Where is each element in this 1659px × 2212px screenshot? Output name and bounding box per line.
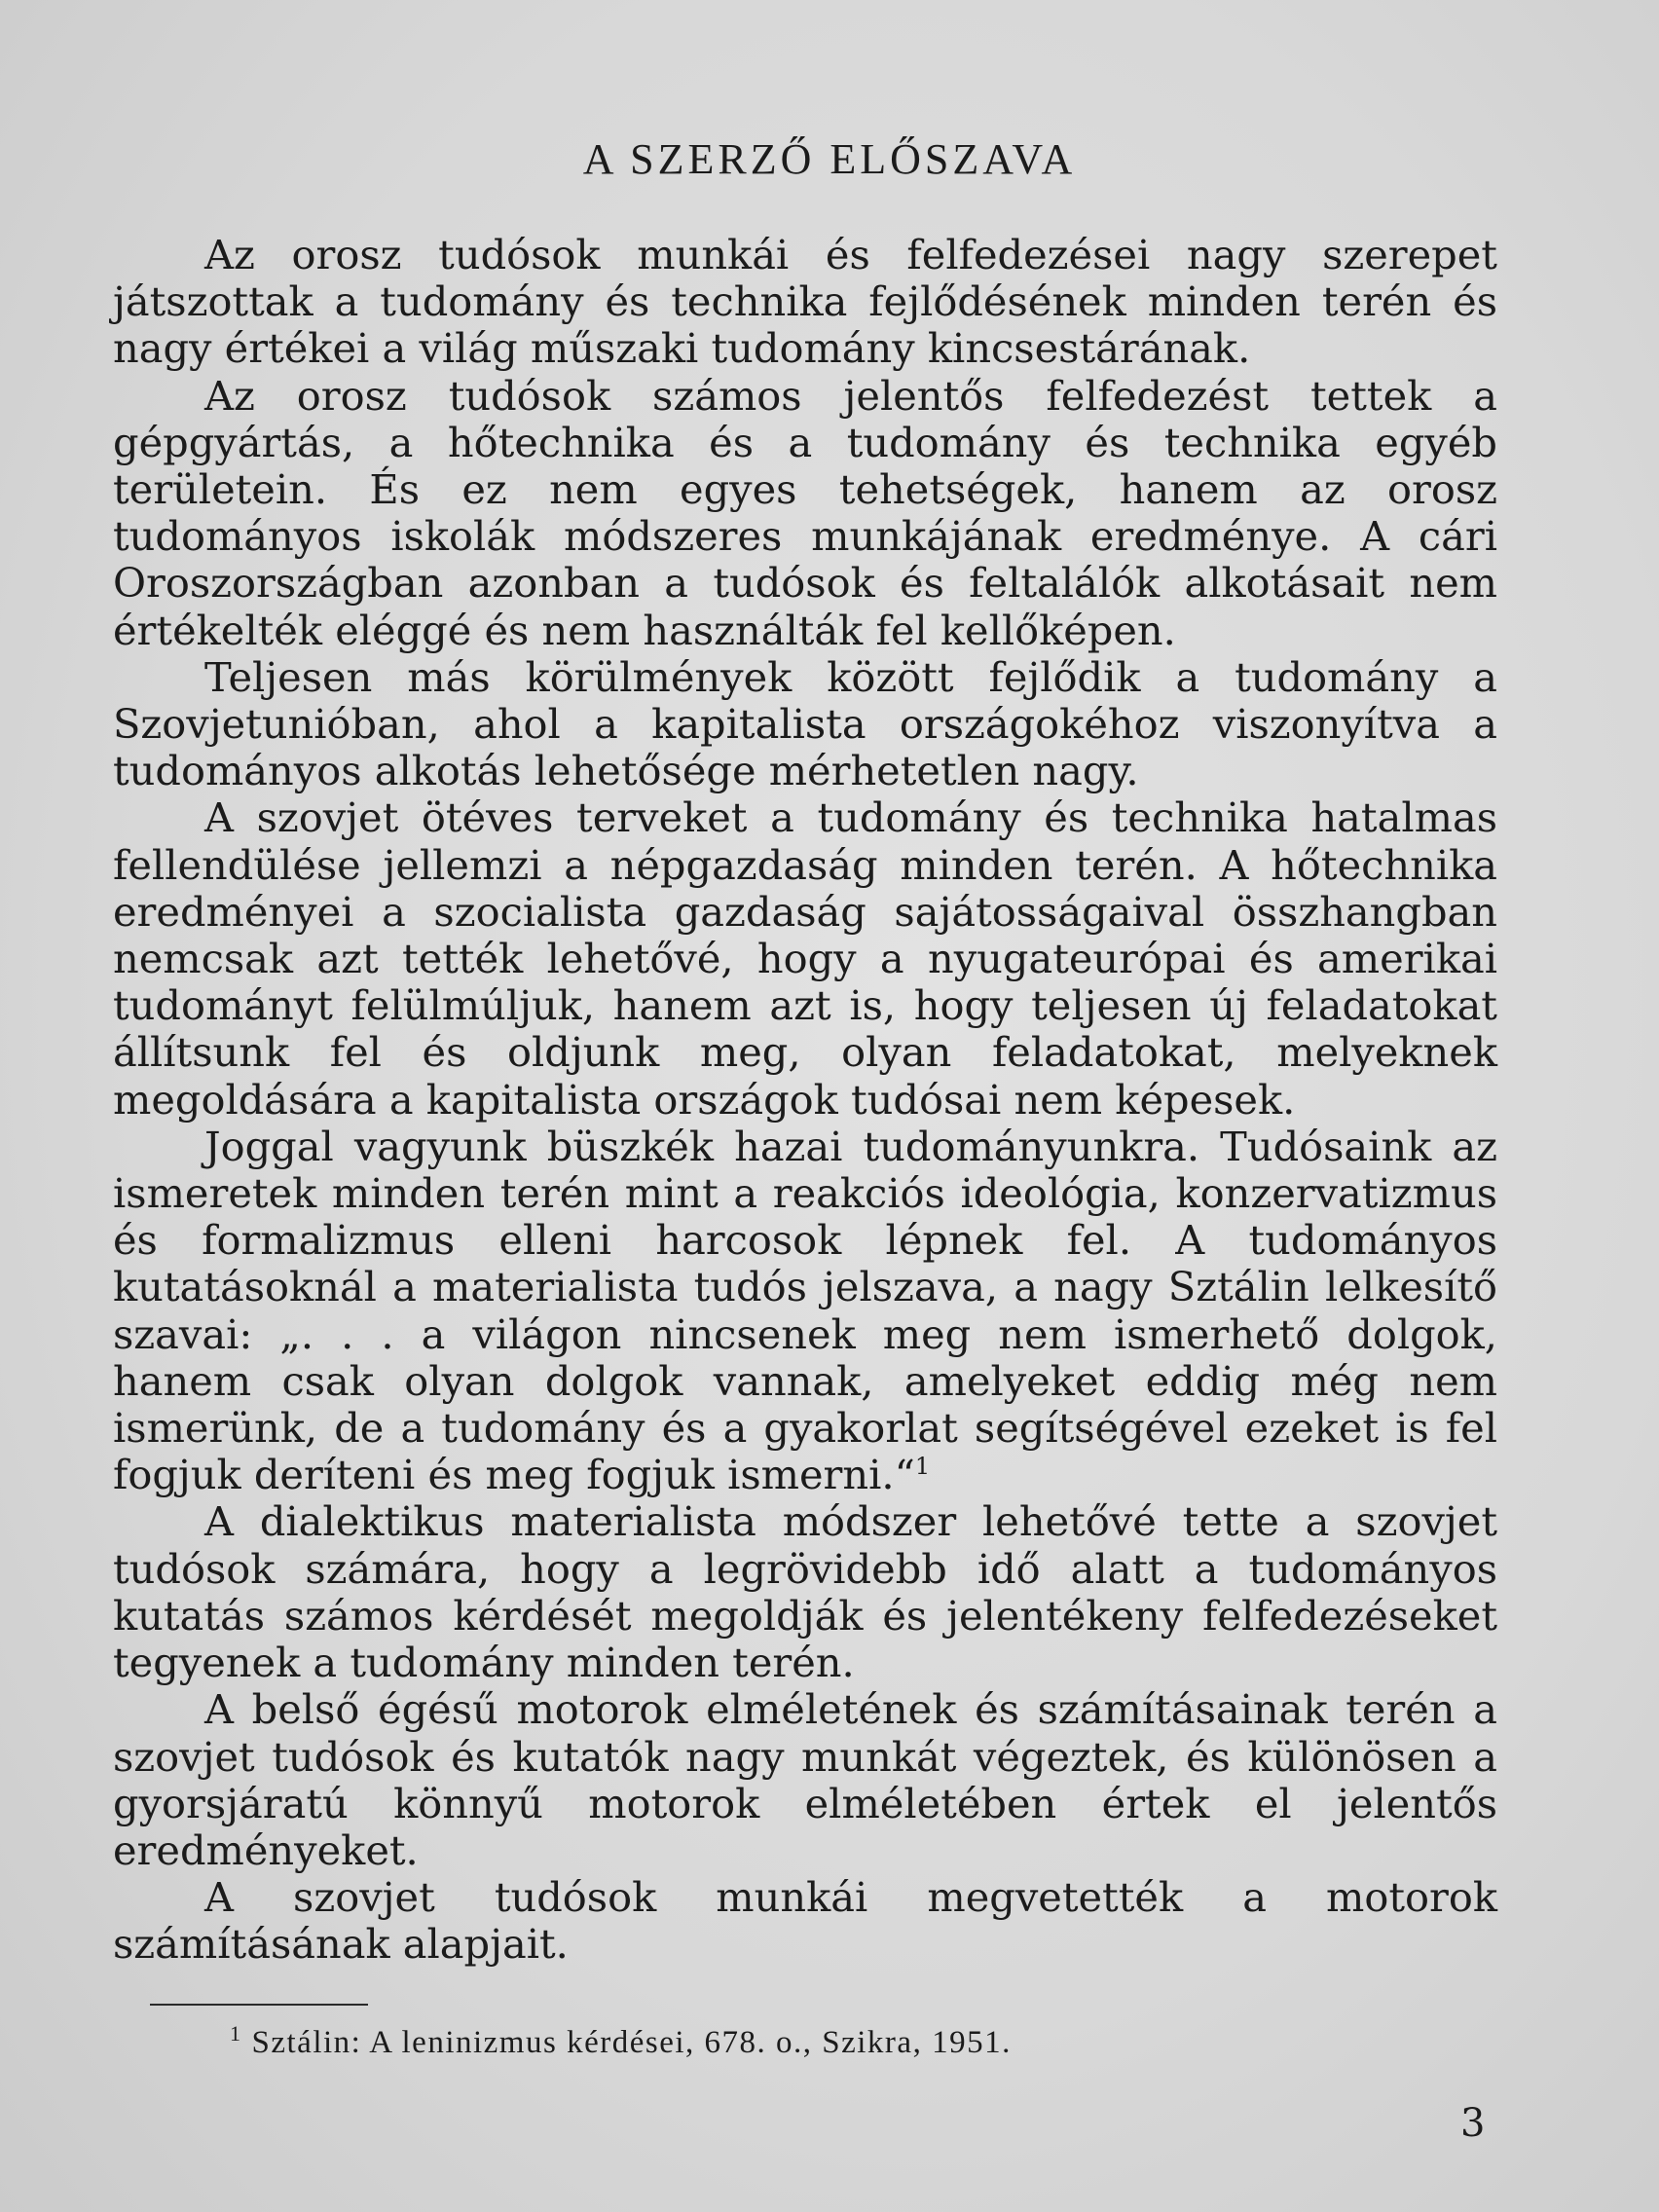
paragraph-7: A belső égésű motorok elméletének és számításainak terén a szovjet tudósok és kutatók nagy munkát végeztek, és különösen a gyorsjáratú könnyű motorok elméletében értek el jelentős eredményeket. bbox=[113, 1685, 1497, 1874]
paragraph-5 bbox=[113, 1124, 1497, 1499]
paragraph-2: Az orosz tudósok számos jelentős felfedezést tettek a gépgyártás, a hőtechnika és a tudomány és technika egyéb területein. És ez nem egyes tehetségek, hanem az orosz tudományos iskolák módszeres munkájának eredménye. A cári Oroszországban azonban a tudósok és feltalálók alkotásait nem értékelték eléggé és nem használták fel kellőképen. bbox=[113, 371, 1497, 654]
page-number: 3 bbox=[1460, 2101, 1486, 2146]
paragraph-6: A dialektikus materialista módszer lehetővé tette a szovjet tudósok számára, hogy a legrövidebb idő alatt a tudományos kutatás számos kérdését megoldják és jelentékeny felfedezéseket tegyenek a tudomány minden terén. bbox=[113, 1497, 1497, 1687]
paragraph-8: A szovjet tudósok munkái megvetették a motorok számításának alapjait. bbox=[113, 1873, 1497, 1969]
paragraph-1: Az orosz tudósok munkái és felfedezései nagy szerepet játszottak a tudomány és technika fejlődésének minden terén és nagy értékei a világ műszaki tudomány kincsestárának. bbox=[113, 231, 1497, 373]
paragraph-5-text: Joggal vagyunk büszkék hazai tudományunkra. Tudósaink az ismeretek minden terén mint a reakciós ideológia, konzervatizmus és formalizmus elleni harcosok lépnek fel. A tudományos kutatásoknál a materialista tudós jelszava, a nagy Sztálin lelkesítő szavai: „. . . a világon nincsenek meg nem ismerhető dolgok, hanem csak olyan dolgok vannak, amelyeket eddig még nem ismerünk, de a tudomány és a gyakorlat segítségével ezeket is fel fogjuk deríteni és meg fogjuk ismerni.“ bbox=[113, 1122, 1497, 1499]
page-title: A SZERZŐ ELŐSZAVA bbox=[582, 135, 1077, 183]
footnote-mark: 1 bbox=[230, 2021, 242, 2046]
footnote-text: Sztálin: A leninizmus kérdései, 678. o., Szikra, 1951. bbox=[251, 2025, 1012, 2060]
paragraph-3: Teljesen más körülmények között fejlődik a tudomány a Szovjetunióban, ahol a kapitalista országokéhoz viszonyítva a tudományos alkotás lehetősége mérhetetlen nagy. bbox=[113, 652, 1497, 795]
preface-body bbox=[113, 232, 1497, 1969]
footnote-reference: 1 bbox=[914, 1453, 931, 1481]
paragraph-4: A szovjet ötéves terveket a tudomány és technika hatalmas fellendülése jellemzi a népgazdaság minden terén. A hőtechnika eredményei a szocialista gazdaság sajátosságaival összhangban nemcsak azt tették lehetővé, hogy a nyugateurópai és amerikai tudományt felülmúljuk, hanem azt is, hogy teljesen új feladatokat állítsunk fel és oldjunk meg, olyan feladatokat, melyeknek megoldására a kapitalista országok tudósai nem képesek. bbox=[113, 793, 1497, 1124]
footnote bbox=[230, 2021, 1398, 2061]
footnote-divider bbox=[150, 2004, 368, 2006]
